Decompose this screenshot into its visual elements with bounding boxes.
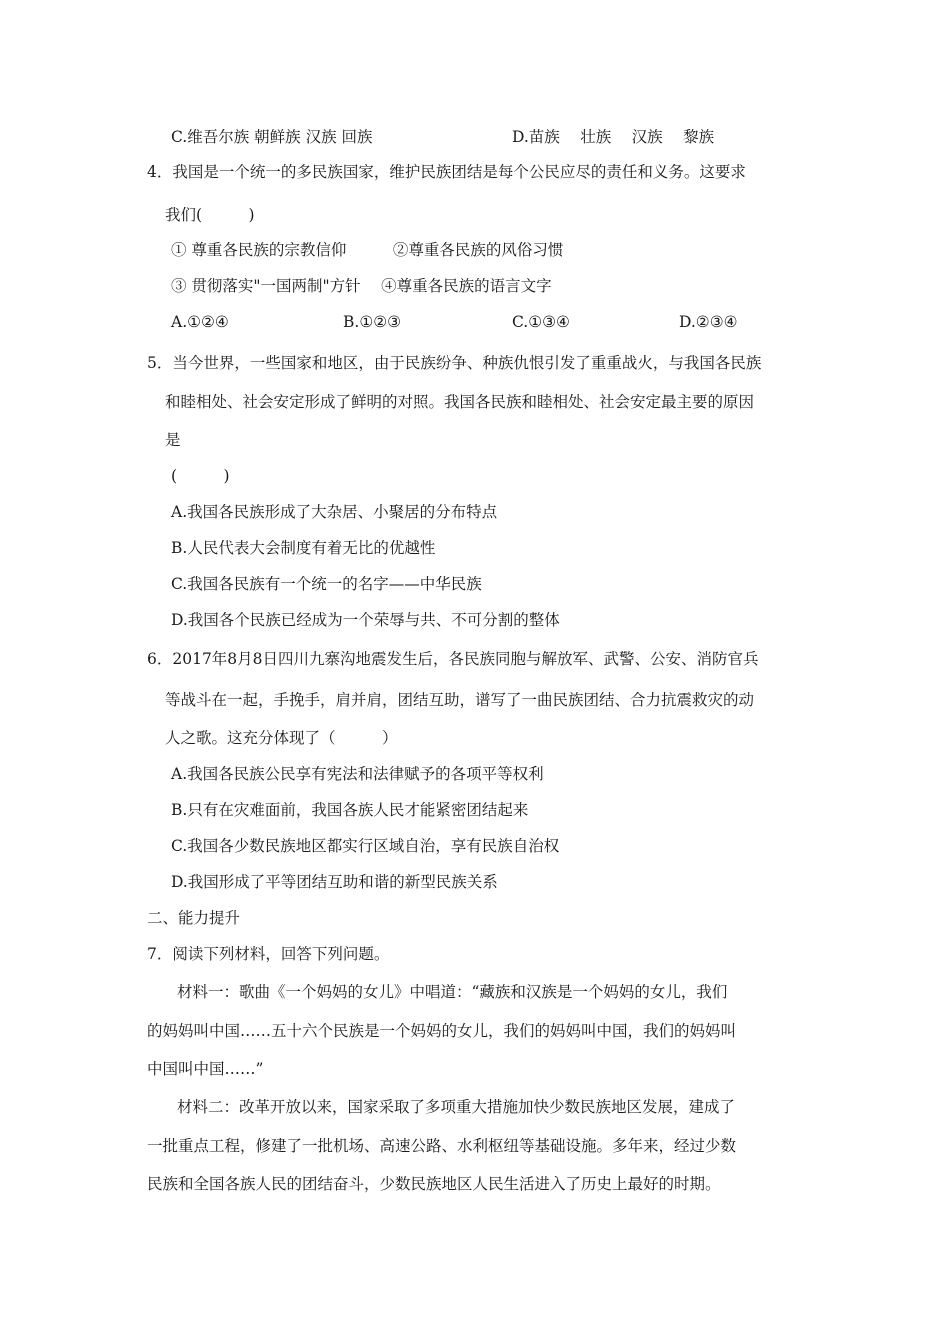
q6-option-b: B.只有在灾难面前，我国各族人民才能紧密团结起来 (171, 801, 529, 819)
q7-material1-line1: 材料一：歌曲《一个妈妈的女儿》中唱道：“藏族和汉族是一个妈妈的女儿，我们 (177, 983, 728, 1001)
q5-stem-line1: 5．当今世界，一些国家和地区，由于民族纷争、种族仇恨引发了重重战火，与我国各民族 (147, 354, 762, 372)
q5-stem-line2: 和睦相处、社会安定形成了鲜明的对照。我国各民族和睦相处、社会安定最主要的原因 (165, 393, 755, 411)
q6-stem-line2: 等战斗在一起，手挽手，肩并肩，团结互助，谱写了一曲民族团结、合力抗震救灾的动 (165, 691, 755, 709)
q5-stem-line4: ( ) (171, 467, 230, 485)
q4-option-b: B.①②③ (343, 313, 402, 331)
q5-option-c: C.我国各民族有一个统一的名字——中华民族 (171, 575, 482, 593)
q6-stem-line3: 人之歌。这充分体现了（ ） (165, 729, 398, 747)
q5-option-d: D.我国各个民族已经成为一个荣辱与共、不可分割的整体 (171, 611, 560, 629)
q4-items-line2: ③ 贯彻落实"一国两制"方针 ④尊重各民族的语言文字 (171, 277, 552, 295)
section-heading: 二、能力提升 (147, 909, 241, 927)
q7-material1-line3: 中国叫中国……” (147, 1060, 264, 1078)
q7-stem: 7．阅读下列材料，回答下列问题。 (147, 945, 390, 963)
q6-option-d: D.我国形成了平等团结互助和谐的新型民族关系 (171, 873, 498, 891)
q5-option-b: B.人民代表大会制度有着无比的优越性 (171, 539, 436, 557)
q4-option-d: D.②③④ (679, 313, 738, 331)
q6-option-c: C.我国各少数民族地区都实行区域自治，享有民族自治权 (171, 837, 560, 855)
q4-option-a: A.①②④ (171, 313, 229, 331)
q7-material1-line2: 的妈妈叫中国……五十六个民族是一个妈妈的女儿，我们的妈妈叫中国，我们的妈妈叫 (147, 1022, 737, 1040)
q7-material2-line2: 一批重点工程，修建了一批机场、高速公路、水利枢纽等基础设施。多年来，经过少数 (147, 1137, 737, 1155)
q7-material2-line3: 民族和全国各族人民的团结奋斗，少数民族地区人民生活进入了历史上最好的时期。 (147, 1175, 721, 1193)
q5-option-a: A.我国各民族形成了大杂居、小聚居的分布特点 (171, 503, 498, 521)
q7-material2-line1: 材料二：改革开放以来，国家采取了多项重大措施加快少数民族地区发展，建成了 (177, 1098, 736, 1116)
q4-stem-line2: 我们( ) (165, 206, 255, 224)
q6-option-a: A.我国各民族公民享有宪法和法律赋予的各项平等权利 (171, 765, 544, 783)
q4-stem-line1: 4．我国是一个统一的多民族国家，维护民族团结是每个公民应尽的责任和义务。这要求 (147, 163, 746, 181)
q3-option-c: C.维吾尔族 朝鲜族 汉族 回族 (171, 128, 373, 146)
q6-stem-line1: 6．2017年8月8日四川九寨沟地震发生后，各民族同胞与解放军、武警、公安、消防官兵 (147, 650, 759, 668)
q5-stem-line3: 是 (165, 431, 181, 449)
q3-option-d: D.苗族 壮族 汉族 黎族 (512, 128, 715, 146)
q4-items-line1: ① 尊重各民族的宗教信仰 ②尊重各民族的风俗习惯 (171, 241, 564, 259)
q4-option-c: C.①③④ (512, 313, 570, 331)
